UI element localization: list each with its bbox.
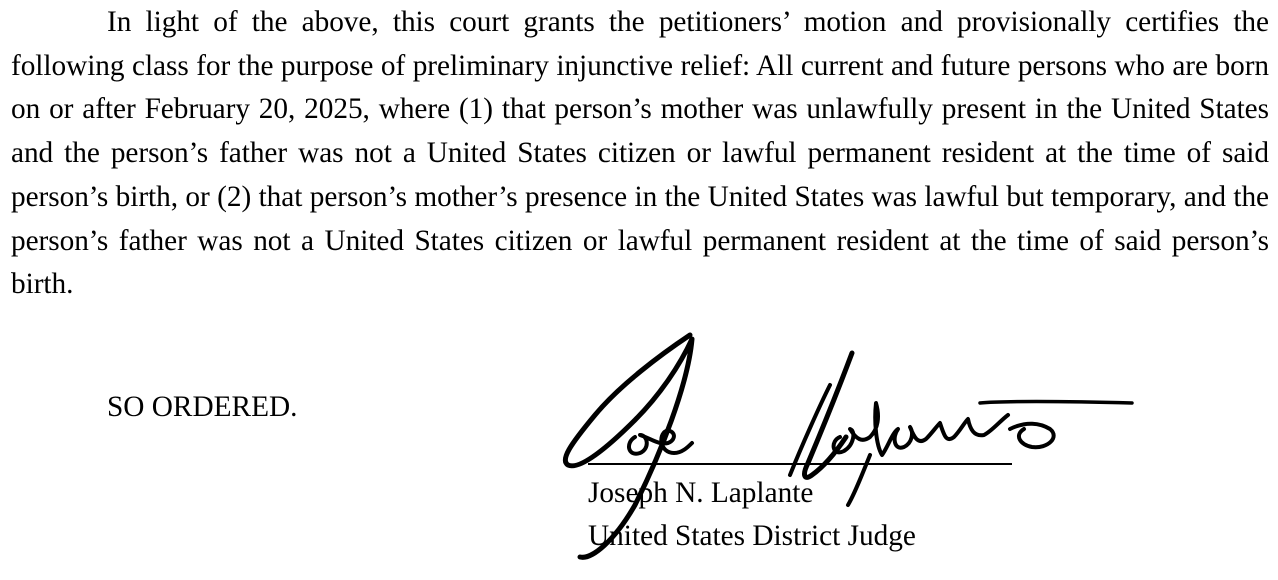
order-paragraph: In light of the above, this court grants the petitioners’ motion and provisionally certifies the following class for the purpose of preliminary injunctive relief: All current and future persons who are born on or after February 20, 2025, where (1) that person’s mother was unlawfully present in the United States and the person’s father was not a United States citizen or lawful permanent resident at the time of said person’s birth, or (2) that person’s mother’s presence in the United States was lawful but temporary, and the person’s father was not a United States citizen or lawful permanent resident at the time of said person’s birth.: [11, 6, 1269, 301]
judge-name: Joseph N. Laplante: [588, 477, 814, 509]
signature-line: [588, 463, 1012, 465]
so-ordered-text: SO ORDERED.: [107, 391, 298, 423]
judge-title: United States District Judge: [588, 520, 916, 552]
